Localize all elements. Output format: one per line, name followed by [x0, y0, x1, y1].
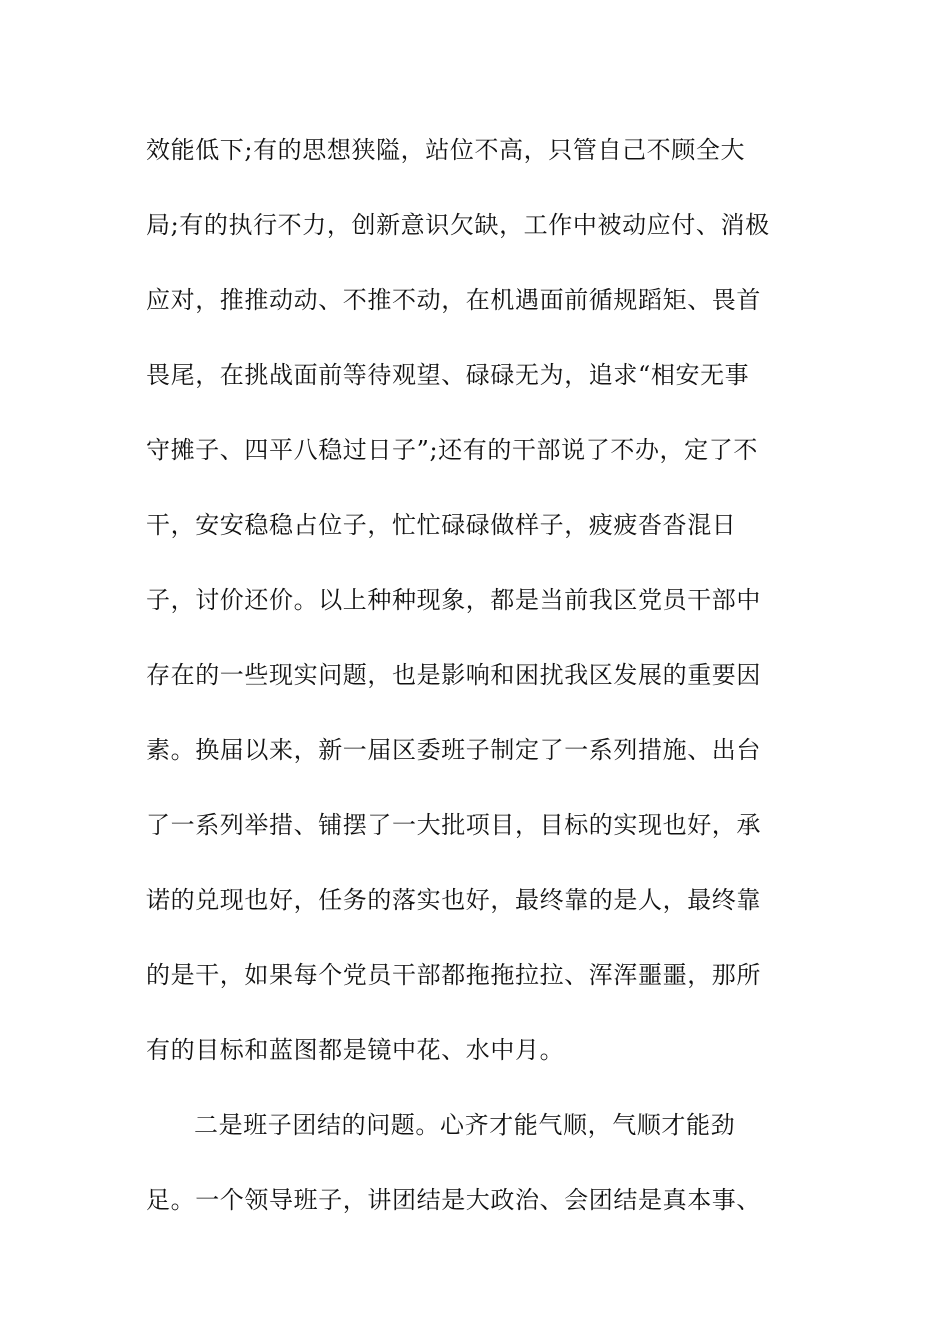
body-text-line: 存在的一些现实问题，也是影响和困扰我区发展的重要因 — [146, 661, 761, 689]
body-text-line: 了一系列举措、铺摆了一大批项目，目标的实现也好，承 — [146, 811, 761, 839]
body-text-line: 诺的兑现也好，任务的落实也好，最终靠的是人，最终靠 — [146, 886, 761, 914]
body-text-line: 干，安安稳稳占位子，忙忙碌碌做样子，疲疲沓沓混日 — [146, 511, 737, 539]
body-text-line: 子，讨价还价。以上种种现象，都是当前我区党员干部中 — [146, 586, 761, 614]
paragraph-start-line: 二是班子团结的问题。心齐才能气顺，气顺才能劲 — [194, 1111, 736, 1139]
body-text-line: 效能低下;有的思想狭隘，站位不高，只管自己不顾全大 — [146, 136, 746, 164]
body-text-line: 局;有的执行不力，创新意识欠缺，工作中被动应付、消极 — [146, 211, 770, 239]
body-text-line: 守摊子、四平八稳过日子”;还有的干部说了不办，定了不 — [146, 436, 758, 464]
body-text-line: 的是干，如果每个党员干部都拖拖拉拉、浑浑噩噩，那所 — [146, 961, 761, 989]
body-text-line: 应对，推推动动、不推不动，在机遇面前循规蹈矩、畏首 — [146, 286, 761, 314]
body-text-line: 足。一个领导班子，讲团结是大政治、会团结是真本事、 — [146, 1186, 761, 1214]
body-text-line: 畏尾，在挑战面前等待观望、碌碌无为，追求“相安无事 — [146, 361, 750, 389]
body-text-line: 有的目标和蓝图都是镜中花、水中月。 — [146, 1036, 565, 1064]
body-text-line: 素。换届以来，新一届区委班子制定了一系列措施、出台 — [146, 736, 761, 764]
